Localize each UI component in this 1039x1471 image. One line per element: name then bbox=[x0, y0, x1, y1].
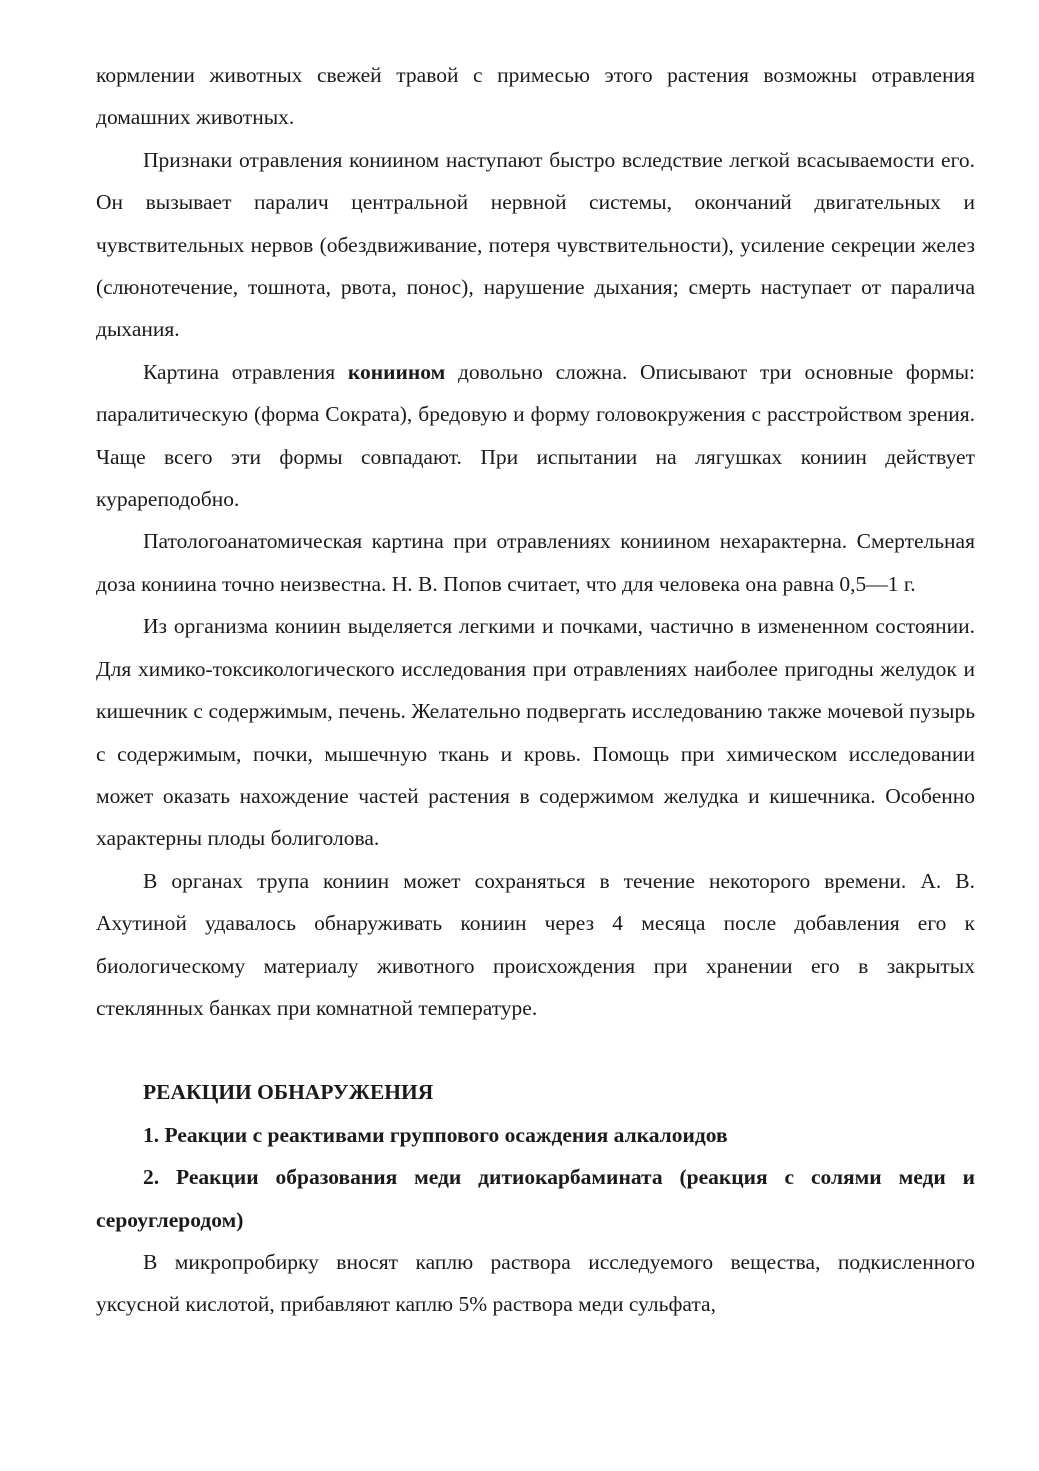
subheading-copper-dithiocarbaminate: 2. Реакции образования меди дитиокарбамината (реакция с солями меди и сероуглеродом) bbox=[96, 1165, 975, 1232]
bold-term-coniine: кониином bbox=[347, 359, 446, 384]
paragraph-continuation: кормлении животных свежей травой с примесью этого растения возможны отравления домашних животных. bbox=[96, 63, 975, 130]
paragraph-preservation: В органах трупа кониин может сохраняться в течение некоторого времени. А. В. Ахутиной удавалось обнаруживать кониин через 4 месяца после добавления его к биологическому материалу животного происхождения при хранении его в закрытых стеклянных банках при комнатной температуре. bbox=[96, 868, 975, 1020]
section-heading: РЕАКЦИИ ОБНАРУЖЕНИЯ bbox=[143, 1080, 434, 1105]
paragraph-poisoning-signs: Признаки отравления кониином наступают быстро вследствие легкой всасываемости его. Он вызывает паралич центральной нервной системы, окончаний двигательных и чувствительных нервов (обездвиживание, потеря чувствительности), усиление секреции желез (слюнотечение, тошнота, рвота, понос), нарушение дыхания; смерть наступает от паралича дыхания. bbox=[96, 147, 975, 342]
paragraph-procedure: В микропробирку вносят каплю раствора исследуемого вещества, подкисленного уксусной кислотой, прибавляют каплю 5% раствора меди сульфата, bbox=[96, 1249, 975, 1317]
paragraph-poisoning-picture bbox=[96, 351, 975, 521]
paragraph-pathology: Патологоанатомическая картина при отравлениях кониином нехарактерна. Смертельная доза кониина точно неизвестна. Н. В. Попов считает, что для человека она равна 0,5—1 г. bbox=[96, 529, 975, 596]
paragraph-text-before-bold: Картина отравления bbox=[143, 359, 348, 384]
section-spacer bbox=[96, 1029, 975, 1071]
paragraph-text-after-bold: довольно сложна. Описывают три основные формы: паралитическую (форма Сократа), бредовую и форму головокружения с расстройством зрения. Чаще всего эти формы совпадают. При испытании на лягушках кониин действует курареподобно. bbox=[96, 359, 975, 512]
subheading-group-precipitation: 1. Реакции с реактивами группового осаждения алкалоидов bbox=[143, 1122, 728, 1147]
paragraph-excretion: Из организма кониин выделяется легкими и почками, частично в измененном состоянии. Для химико-токсикологического исследования при отравлениях наиболее пригодны желудок и кишечник с содержимым, печень. Желательно подвергать исследованию также мочевой пузырь с содержимым, почки, мышечную ткань и кровь. Помощь при химическом исследовании может оказать нахождение частей растения в содержимом желудка и кишечника. Особенно характерны плоды болиголова. bbox=[96, 614, 975, 851]
